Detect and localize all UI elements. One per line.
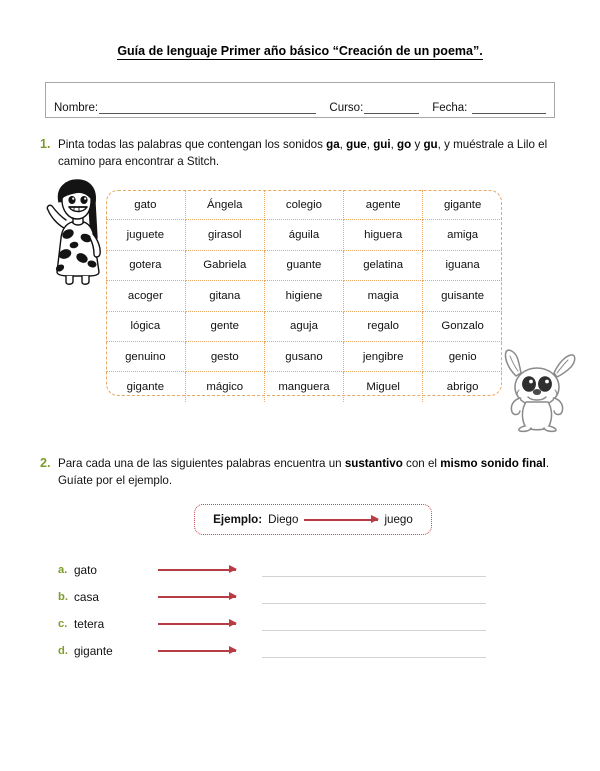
word-cell[interactable]: águila — [264, 220, 343, 250]
e1-t2: , y muéstrale a Lilo el camino para encontrar a Stitch. — [58, 138, 548, 168]
arrow-shaft — [158, 596, 236, 598]
word-cell[interactable]: lógica — [106, 311, 185, 341]
word-cell[interactable]: gato — [106, 190, 185, 220]
student-info-box — [45, 82, 555, 118]
stitch-character-icon — [492, 342, 584, 434]
table-row — [106, 311, 502, 341]
course-label: Curso: — [329, 102, 364, 114]
student-info-row — [54, 101, 546, 114]
e1-b4: go — [397, 138, 412, 151]
exercise-1-text — [58, 136, 565, 170]
word-grid — [106, 190, 502, 396]
arrow-shaft — [158, 623, 236, 625]
word-cell[interactable]: gigante — [106, 372, 185, 402]
word-cell[interactable]: genio — [423, 341, 502, 371]
e1-s4: y — [411, 138, 424, 151]
table-row — [106, 281, 502, 311]
e1-t1: Pinta todas las palabras que contengan los sonidos — [58, 138, 327, 151]
word-cell[interactable]: gigante — [423, 190, 502, 220]
word-grid-table — [106, 190, 502, 402]
e1-s1: , — [339, 138, 347, 151]
item-letter: d. — [58, 644, 68, 657]
word-cell[interactable]: gelatina — [344, 250, 423, 280]
word-cell[interactable]: girasol — [185, 220, 264, 250]
word-cell[interactable]: higuera — [344, 220, 423, 250]
course-input[interactable] — [364, 101, 419, 114]
page-title-text: Guía de lenguaje Primer año básico “Creación de un poema”. — [117, 44, 483, 58]
list-item — [58, 610, 538, 637]
table-row — [106, 220, 502, 250]
item-word: casa — [74, 589, 99, 604]
exercise-2-text — [58, 455, 565, 489]
e2-b2: mismo sonido final — [440, 457, 546, 470]
word-grid-body — [106, 190, 502, 402]
date-label: Fecha: — [432, 102, 468, 114]
e1-b5: gu — [423, 138, 438, 151]
answer-input[interactable] — [262, 616, 486, 631]
word-cell[interactable]: amiga — [423, 220, 502, 250]
arrow-right-icon — [158, 646, 236, 655]
e2-t3: . Guíate por el ejemplo. — [58, 457, 550, 487]
exercise-2-instruction — [40, 455, 565, 489]
arrow-shaft — [158, 650, 236, 652]
list-item — [58, 637, 538, 664]
word-cell[interactable]: guisante — [423, 281, 502, 311]
list-item — [58, 583, 538, 610]
word-cell[interactable]: magia — [344, 281, 423, 311]
table-row — [106, 250, 502, 280]
arrow-shaft — [304, 519, 378, 521]
exercise-2-number: 2. — [40, 456, 51, 470]
e1-s2: , — [366, 138, 374, 151]
word-cell[interactable]: gente — [185, 311, 264, 341]
word-cell[interactable]: gusano — [264, 341, 343, 371]
example-label: Ejemplo: — [213, 513, 263, 526]
word-cell[interactable]: agente — [344, 190, 423, 220]
word-cell[interactable]: manguera — [264, 372, 343, 402]
e2-t2: con el — [402, 457, 441, 470]
answer-input[interactable] — [262, 643, 486, 658]
e1-b1: ga — [326, 138, 340, 151]
list-item — [58, 556, 538, 583]
word-cell[interactable]: Miguel — [344, 372, 423, 402]
exercise-2-items — [58, 556, 538, 664]
word-cell[interactable]: Gonzalo — [423, 311, 502, 341]
e2-t1: Para cada una de las siguientes palabras encuentra un — [58, 457, 345, 470]
name-input[interactable] — [99, 101, 316, 114]
arrow-head — [229, 565, 237, 573]
name-label: Nombre: — [54, 102, 99, 114]
word-cell[interactable]: gesto — [185, 341, 264, 371]
word-cell[interactable]: colegio — [264, 190, 343, 220]
item-letter: b. — [58, 590, 68, 603]
answer-input[interactable] — [262, 562, 486, 577]
e1-b2: gue — [346, 138, 367, 151]
arrow-shaft — [158, 569, 236, 571]
exercise-1-number: 1. — [40, 137, 51, 151]
table-row — [106, 190, 502, 220]
arrow-head — [229, 646, 237, 654]
word-cell[interactable]: gitana — [185, 281, 264, 311]
item-letter: c. — [58, 617, 68, 630]
page-title — [0, 44, 600, 58]
word-cell[interactable]: aguja — [264, 311, 343, 341]
answer-input[interactable] — [262, 589, 486, 604]
word-cell[interactable]: gotera — [106, 250, 185, 280]
e1-s3: , — [390, 138, 398, 151]
e1-b3: gui — [373, 138, 391, 151]
word-cell[interactable]: guante — [264, 250, 343, 280]
date-input[interactable] — [472, 101, 546, 114]
word-cell[interactable]: Ángela — [185, 190, 264, 220]
example-source-word: Diego — [268, 513, 299, 526]
word-cell[interactable]: Gabriela — [185, 250, 264, 280]
word-cell[interactable]: abrigo — [446, 381, 479, 394]
arrow-head — [229, 592, 237, 600]
arrow-right-icon — [158, 565, 236, 574]
example-box — [194, 504, 432, 535]
word-cell[interactable]: higiene — [264, 281, 343, 311]
table-row — [106, 341, 502, 371]
item-word: gato — [74, 562, 97, 577]
word-cell[interactable]: mágico — [185, 372, 264, 402]
lilo-character-icon — [44, 176, 110, 288]
exercise-1-instruction — [40, 136, 565, 170]
arrow-head — [371, 515, 379, 523]
item-word: tetera — [74, 616, 105, 631]
item-letter: a. — [58, 563, 68, 576]
word-cell[interactable]: iguana — [423, 250, 502, 280]
e2-b1: sustantivo — [344, 457, 403, 470]
arrow-right-icon — [304, 515, 378, 524]
example-target-word: juego — [384, 513, 413, 526]
item-word: gigante — [74, 643, 113, 658]
arrow-right-icon — [158, 619, 236, 628]
arrow-right-icon — [158, 592, 236, 601]
word-cell[interactable]: jengibre — [344, 341, 423, 371]
word-cell[interactable]: genuino — [106, 341, 185, 371]
arrow-head — [229, 619, 237, 627]
table-row — [106, 372, 502, 402]
word-cell[interactable]: regalo — [344, 311, 423, 341]
word-cell[interactable]: juguete — [106, 220, 185, 250]
word-cell[interactable]: acoger — [106, 281, 185, 311]
